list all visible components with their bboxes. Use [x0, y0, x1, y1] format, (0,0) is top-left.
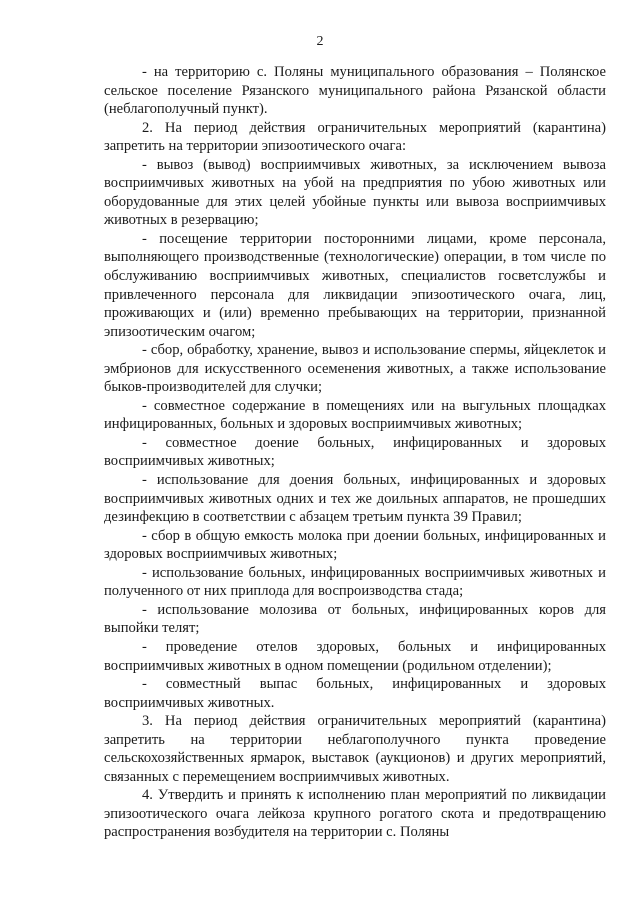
paragraph-reproduction-ban: - использование больных, инфицированных восприимчивых животных и полученного от них приплода для воспроизводства стада; — [104, 564, 606, 600]
paragraph-calving-ban: - проведение отелов здоровых, больных и инфицированных восприимчивых животных в одном помещении (родильном отделении); — [104, 638, 606, 674]
paragraph-item-4: 4. Утвердить и принять к исполнению план мероприятий по ликвидации эпизоотического очага лейкоза крупного рогатого скота и предотвращению распространения возбудителя на территории с. Поляны — [104, 787, 606, 841]
paragraph-joint-keeping-ban: - совместное содержание в помещениях или на выгульных площадках инфицированных, больных и здоровых восприимчивых животных; — [104, 397, 606, 433]
paragraph-grazing-ban: - совместный выпас больных, инфицированных и здоровых восприимчивых животных. — [104, 676, 606, 711]
paragraph-colostrum-ban: - использование молозива от больных, инфицированных коров для выпойки телят; — [104, 601, 606, 637]
document-body — [104, 63, 606, 842]
paragraph-sperm-ban: - сбор, обработку, хранение, вывоз и использование спермы, яйцеклеток и эмбрионов для искусственного осеменения животных, а также использование быков-производителей для случки; — [104, 342, 606, 396]
paragraph-visit-ban: - посещение территории посторонними лицами, кроме персонала, выполняющего производственные (технологические) операции, в том числе по обслуживанию восприимчивых животных, специалистов госветслужбы и привлеченного персонала для ликвидации эпизоотического очага, лиц, проживающих и (или) временно пребывающих на территории, признанной эпизоотическим очагом; — [104, 230, 606, 340]
paragraph-joint-milking-ban: - совместное доение больных, инфицированных и здоровых восприимчивых животных; — [104, 434, 606, 470]
paragraph-territory: - на территорию с. Поляны муниципального образования – Полянское сельское поселение Рязанского муниципального района Рязанской области (неблагополучный пункт). — [104, 64, 606, 118]
paragraph-item-2: 2. На период действия ограничительных мероприятий (карантина) запретить на территории эпизоотического очага: — [104, 119, 606, 155]
paragraph-milking-machines-ban: - использование для доения больных, инфицированных и здоровых восприимчивых животных одних и тех же доильных аппаратов, не прошедших дезинфекцию в соответствии с абзацем третьим пункта 39 Правил; — [104, 472, 606, 526]
paragraph-export-ban: - вывоз (вывод) восприимчивых животных, за исключением вывоза восприимчивых животных на убой на предприятия по убою животных или оборудованные для этих целей убойные пункты или вывоза восприимчивых животных в резервацию; — [104, 156, 606, 229]
page-number: 2 — [316, 34, 324, 49]
paragraph-milk-collection-ban: - сбор в общую емкость молока при доении больных, инфицированных и здоровых восприимчивых животных; — [104, 527, 606, 563]
paragraph-item-3: 3. На период действия ограничительных мероприятий (карантина) запретить на территории неблагополучного пункта проведение сельскохозяйственных ярмарок, выставок (аукционов) и других мероприятий, связанных с перемещением восприимчивых животных. — [104, 713, 606, 785]
